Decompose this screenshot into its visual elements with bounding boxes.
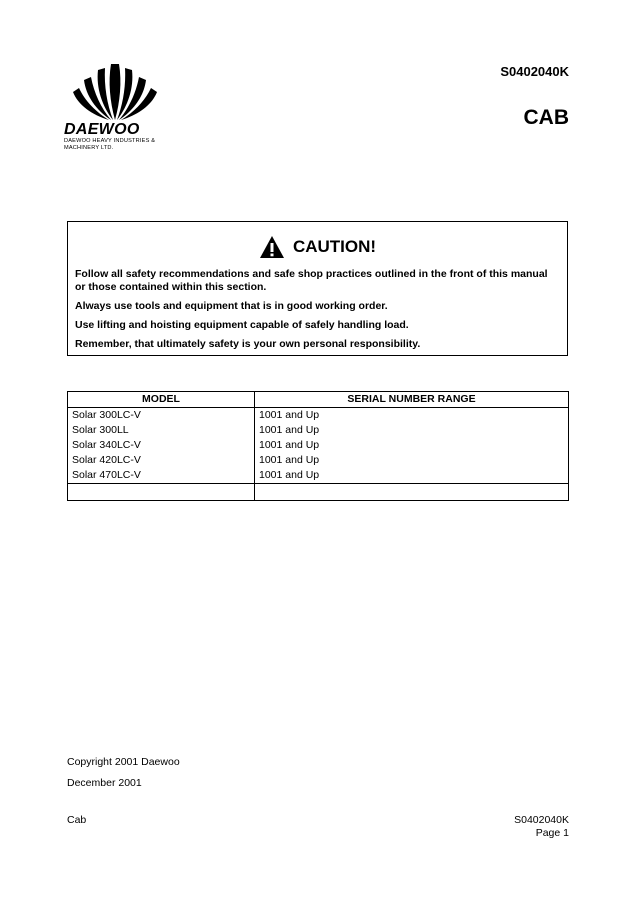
- table-row-empty: [68, 484, 569, 501]
- document-code: S0402040K: [500, 64, 569, 79]
- date-line: December 2001: [67, 777, 142, 789]
- footer-section-name: Cab: [67, 814, 87, 826]
- header-model: MODEL: [68, 392, 255, 408]
- serial-cell: 1001 and Up: [255, 468, 569, 484]
- daewoo-logo: [64, 62, 174, 154]
- header-serial-range: SERIAL NUMBER RANGE: [255, 392, 569, 408]
- document-title: CAB: [523, 106, 569, 129]
- caution-line: Follow all safety recommendations and safe shop practices outlined in the front of this manual or those contained within this section.: [75, 268, 548, 293]
- brand-name: DAEWOO: [64, 121, 140, 138]
- warning-triangle-icon: [259, 235, 285, 259]
- table-row: [68, 468, 569, 484]
- serial-cell: 1001 and Up: [255, 453, 569, 468]
- caution-title: CAUTION!: [292, 237, 377, 256]
- model-cell: Solar 470LC-V: [68, 468, 255, 484]
- serial-cell: 1001 and Up: [255, 408, 569, 424]
- caution-header: [68, 234, 567, 260]
- table-row: [68, 423, 569, 438]
- caution-line: Always use tools and equipment that is in good working order.: [75, 300, 388, 312]
- brand-subtitle: DAEWOO HEAVY INDUSTRIES & MACHINERY LTD.: [64, 138, 156, 151]
- table-row: [68, 408, 569, 424]
- footer-right: [514, 814, 569, 840]
- model-cell: Solar 420LC-V: [68, 453, 255, 468]
- model-serial-table: [67, 391, 569, 501]
- caution-line: Use lifting and hoisting equipment capable of safely handling load.: [75, 319, 409, 331]
- page-number: Page 1: [535, 827, 569, 839]
- table-row: [68, 453, 569, 468]
- copyright-line: Copyright 2001 Daewoo: [67, 756, 180, 768]
- caution-body: [75, 268, 560, 357]
- model-cell: Solar 300LC-V: [68, 408, 255, 424]
- daewoo-fan-icon: [70, 62, 160, 122]
- serial-cell-empty: [255, 484, 569, 501]
- caution-box: [67, 221, 568, 356]
- model-cell: Solar 340LC-V: [68, 438, 255, 453]
- footer-doc-code: S0402040K: [514, 814, 569, 826]
- model-cell: Solar 300LL: [68, 423, 255, 438]
- table-row: [68, 438, 569, 453]
- caution-line: Remember, that ultimately safety is your own personal responsibility.: [75, 338, 421, 350]
- model-cell-empty: [68, 484, 255, 501]
- serial-cell: 1001 and Up: [255, 438, 569, 453]
- serial-cell: 1001 and Up: [255, 423, 569, 438]
- table-header-row: [68, 392, 569, 408]
